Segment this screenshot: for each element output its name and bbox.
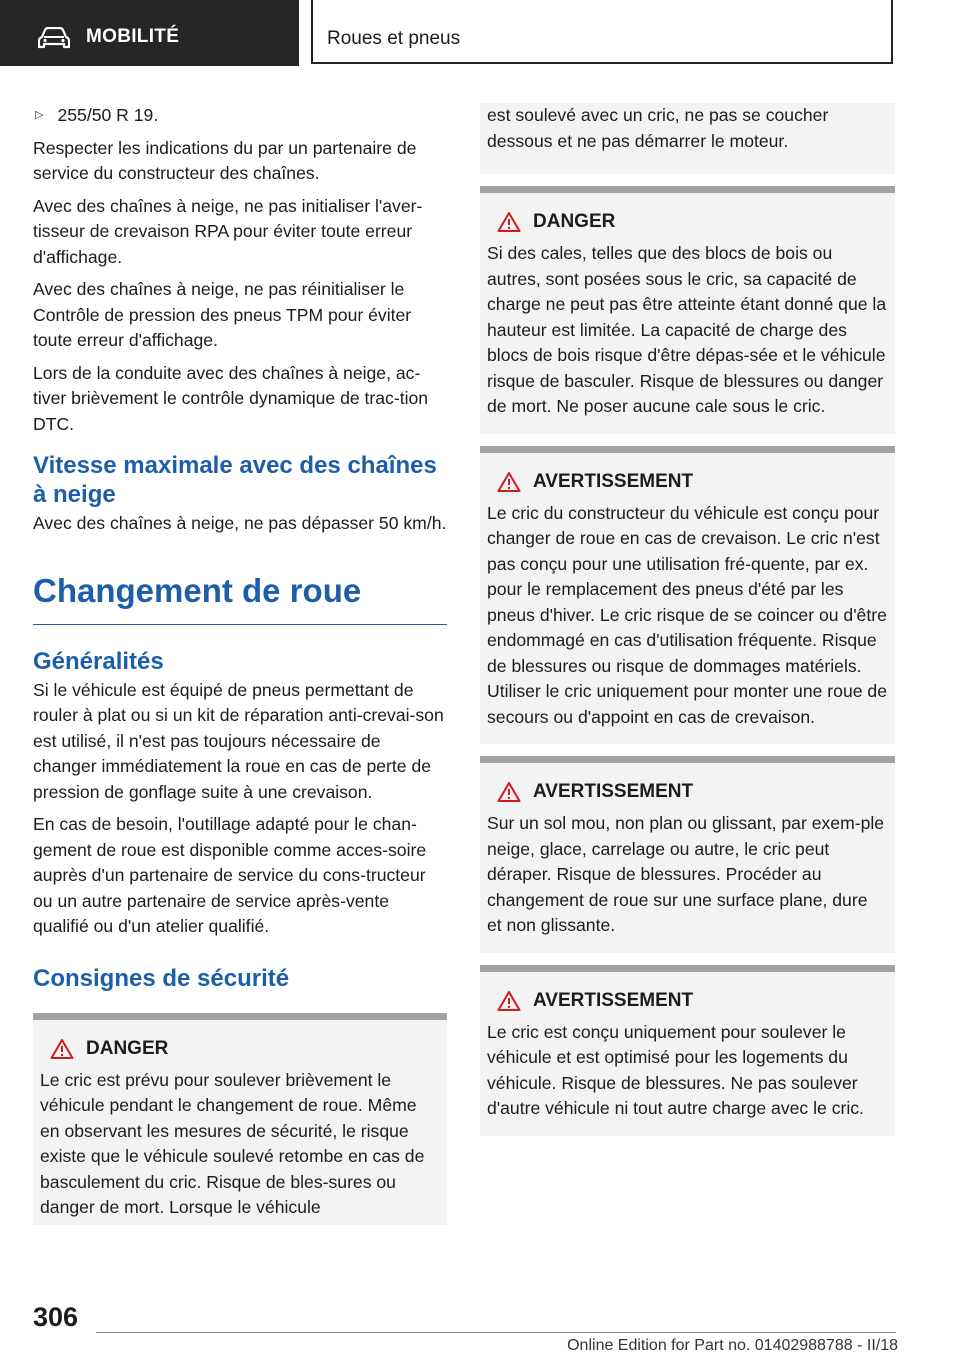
warning-box	[480, 446, 895, 745]
paragraph: Avec des chaînes à neige, ne pas réinitialiser le Contrôle de pression des pneus TPM pour éviter toute erreur d'affichage.	[33, 279, 412, 350]
warning-text: Sur un sol mou, non plan ou glissant, par exem‐ple neige, glace, carrelage ou autre, le cric peut déraper. Risque de blessures. Procéder au changement de roue sur une surface plane, dure et non glissante.	[487, 813, 885, 935]
warning-triangle-icon	[497, 471, 521, 493]
section-label: MOBILITÉ	[86, 26, 180, 47]
section-heading-general: Généralités	[33, 647, 164, 675]
warning-triangle-icon	[497, 781, 521, 803]
warning-title: AVERTISSEMENT	[487, 990, 887, 1012]
paragraph: En cas de besoin, l'outillage adapté pour le chan‐gement de roue est disponible comme acces‐soire auprès d'un partenaire de service du cons‐tructeur ou un autre partenaire de service après-vente qualifié ou d'un atelier qualifié.	[33, 814, 427, 936]
warning-text: est soulevé avec un cric, ne pas se coucher dessous et ne pas démarrer le moteur.	[487, 105, 829, 151]
warning-title: AVERTISSEMENT	[487, 471, 887, 493]
edition-note: Online Edition for Part no. 01402988788 - II/18	[567, 1337, 898, 1354]
warning-triangle-icon	[497, 990, 521, 1012]
triangle-bullet-icon: ▷	[35, 109, 44, 121]
warning-triangle-icon	[497, 211, 521, 233]
paragraph: Avec des chaînes à neige, ne pas initialiser l'aver‐tisseur de crevaison RPA pour éviter toute erreur d'affichage.	[33, 195, 423, 267]
list-item	[33, 103, 447, 129]
page-number: 306	[33, 1302, 79, 1332]
warning-box	[480, 965, 895, 1136]
left-column	[33, 103, 447, 1237]
chapter-title: Roues et pneus	[327, 28, 461, 49]
section-heading-speed: Vitesse maximale avec des chaînes à neige	[33, 452, 437, 508]
warning-box	[480, 756, 895, 953]
warning-title: AVERTISSEMENT	[487, 781, 887, 803]
warning-title: DANGER	[487, 211, 887, 233]
section-heading-safety: Consignes de sécurité	[33, 964, 290, 992]
section-tab[interactable]	[0, 0, 299, 66]
paragraph: Si le véhicule est équipé de pneus permettant de rouler à plat ou si un kit de réparation anti‐crevai‐son est utilisé, il n'est pas toujours nécessaire de changer immédiatement la roue en cas de perte de pression de gonflage suite à une crevaison.	[33, 679, 444, 802]
warning-text: Si des cales, telles que des blocs de bois ou autres, sont posées sous le cric, sa capacité de charge ne peut pas être atteinte étant donné que la hauteur est limitée. La capacité de charge des blocs de bois risque d'être dépas‐sée et le véhicule risque de basculer. Risque de blessures ou danger de mort. Ne poser aucune cale sous le cric.	[487, 243, 887, 416]
warning-box	[33, 1013, 447, 1225]
chapter-header	[311, 0, 893, 64]
warning-text: Le cric du constructeur du véhicule est conçu pour changer de roue en cas de crevaison. Le cric n'est pas conçu pour une utilisation fré‐quente, par ex. pour le remplacement des pneus d'été par les pneus d'hiver. Le cric risque de se coincer ou d'être endommagé en cas d'utilisation fréquente. Risque de blessures ou risque de dommages matériels. Utiliser le cric uniquement pour monter une roue de secours ou d'appoint en cas de crevaison.	[487, 502, 887, 727]
right-column	[480, 103, 895, 1148]
list-item-text: 255/50 R 19.	[57, 105, 159, 125]
chapter-heading-wheel-change: Changement de roue	[33, 571, 447, 625]
paragraph: Avec des chaînes à neige, ne pas dépasser 50 km/h.	[33, 513, 447, 533]
warning-title: DANGER	[40, 1038, 439, 1060]
footer-divider	[96, 1332, 896, 1333]
warning-triangle-icon	[50, 1038, 74, 1060]
warning-box-continued	[480, 103, 895, 174]
car-icon	[38, 27, 70, 49]
warning-box	[480, 186, 895, 434]
paragraph: Lors de la conduite avec des chaînes à neige, ac‐tiver brièvement le contrôle dynamique de trac‐tion DTC.	[33, 362, 429, 434]
warning-text: Le cric est prévu pour soulever brièvement le véhicule pendant le changement de roue. Même en observant les mesures de sécurité, le risque existe que le véhicule soulevé retombe en cas de basculement du cric. Risque de bles‐sures ou danger de mort. Lorsque le véhicule	[40, 1069, 425, 1217]
warning-text: Le cric est conçu uniquement pour soulever le véhicule et est optimisé pour les logements du véhicule. Risque de blessures. Ne pas soulever d'autre véhicule ni tout autre charge avec le cric.	[487, 1021, 864, 1118]
paragraph: Respecter les indications du par un partenaire de service du constructeur des chaînes.	[33, 137, 417, 183]
